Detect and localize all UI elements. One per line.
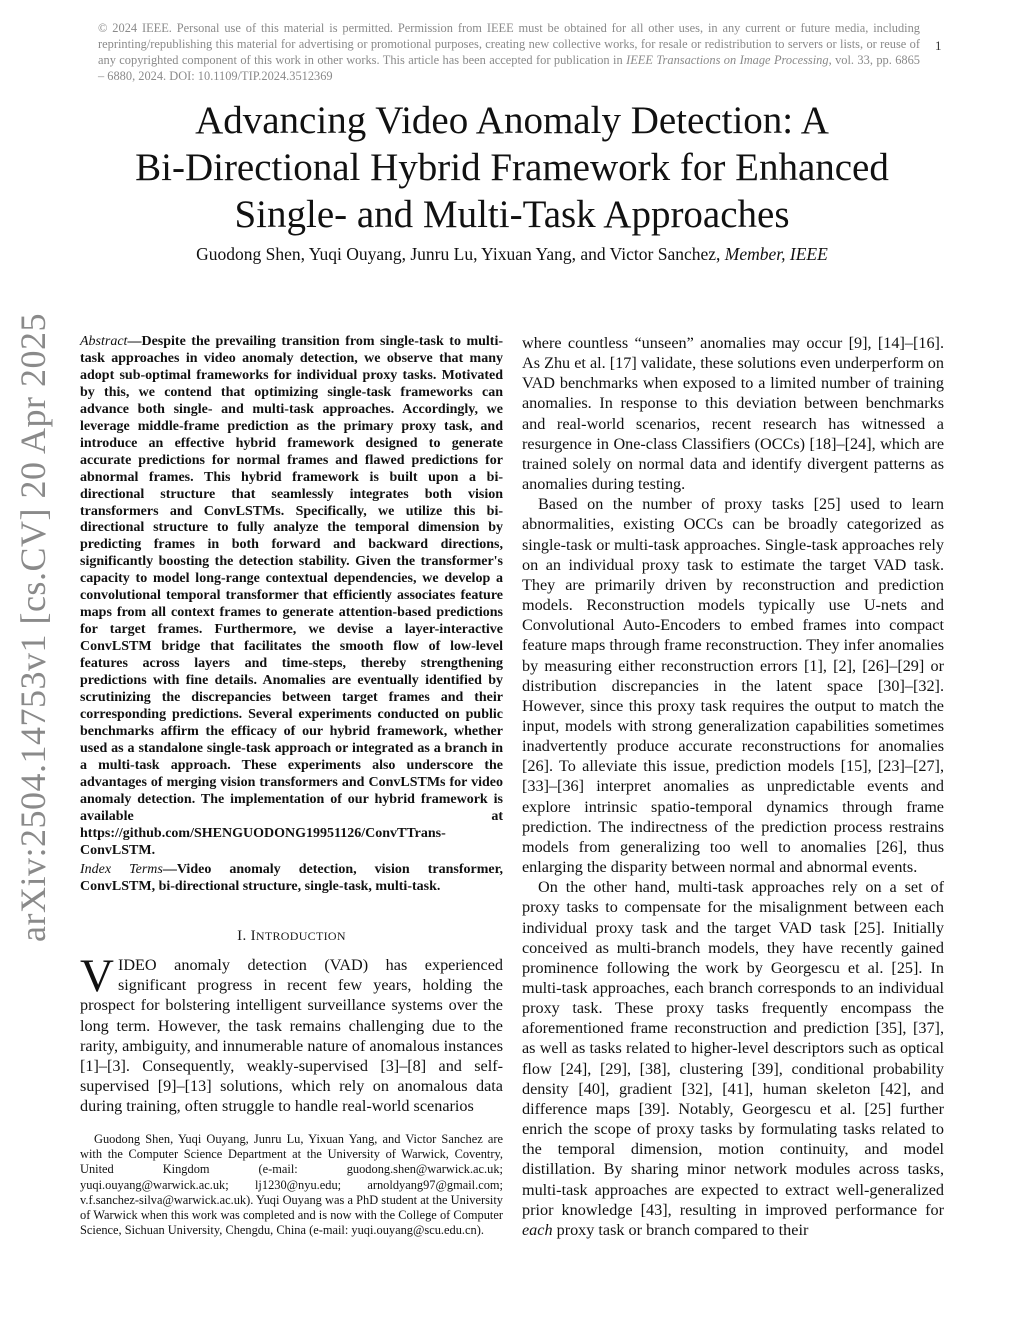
- arxiv-stamp: arXiv:2504.14753v1 [cs.CV] 20 Apr 2025: [13, 313, 53, 942]
- abstract-label: Abstract: [80, 334, 128, 349]
- intro-text: IDEO anomaly detection (VAD) has experienced significant progress in recent few years, holding the prospect for bolstering intelligent surveillance systems over the long term. However, the task remains challenging due to the rarity, ambiguity, and innumerable nature of anomalous instances [1]–[3]. Consequently, weakly-supervised [3]–[8] and self-supervised [9]–[13] solutions, which rely on anomalous data during training, often struggle to handle real-world scenarios: [80, 956, 503, 1116]
- page-number: 1: [935, 38, 942, 53]
- footnote-affiliations: Guodong Shen, Yuqi Ouyang, Junru Lu, Yixuan Yang, and Victor Sanchez are with the Computer Science Department at the University of Warwick, Coventry, United Kingdom (e-mail: guodong.shen@warwick.ac.uk; yuqi.ouyang@warwick.ac.uk; lj1230@nyu.edu; arnoldyang97@gmail.com; v.f.sanchez-silva@warwick.ac.uk). Yuqi Ouyang was a PhD student at the University of Warwick when this work was completed and is now with the College of Computer Science, Sichuan University, Chengdu, China (e-mail: yuqi.ouyang@scu.edu.cn).: [80, 1132, 503, 1238]
- intro-paragraph: [80, 950, 503, 1117]
- author-names: Guodong Shen, Yuqi Ouyang, Junru Lu, Yixuan Yang, and Victor Sanchez,: [196, 244, 721, 264]
- section-initial: I: [250, 928, 256, 944]
- right-column: [522, 333, 944, 1240]
- copyright-doi: , vol. 33, pp. 6865 – 6880, 2024. DOI: 10.1109/TIP.2024.3512369: [98, 53, 921, 83]
- abstract: [80, 334, 503, 860]
- paragraph: Based on the number of proxy tasks [25] used to learn abnormalities, existing OCCs can be broadly categorized as single-task or multi-task approaches. Single-task approaches rely on an individual proxy task to estimate the target VAD task. They are primarily driven by reconstruction and prediction models. Reconstruction models typically use U-nets and Convolutional Auto-Encoders to embed frames into compact feature maps through frame reconstruction. They infer anomalies by measuring either reconstruction errors [1], [2], [26]–[29] or distribution discrepancies in the latent space [30]–[32]. However, since this proxy task requires the output to match the input, models with strong generalization capabilities sometimes inadvertently produce accurate reconstructions for anomalies [26]. To alleviate this issue, prediction models [15], [23]–[27], [33]–[36] interpret anomalies as unpredictable events and explore intrinsic spatio-temporal dynamics through frame prediction. The indirectness of the prediction process restrains models from generalizing too well to anomalies [26], thus enlarging the disparity between normal and abnormal events.: [522, 495, 944, 877]
- drop-cap: V: [80, 950, 114, 1002]
- copyright-journal: IEEE Transactions on Image Processing: [626, 53, 829, 67]
- index-terms-label: Index Terms: [80, 862, 163, 877]
- title-line: Single- and Multi-Task Approaches: [234, 193, 790, 236]
- copyright-notice: [98, 20, 920, 84]
- title-line: Bi-Directional Hybrid Framework for Enhanced: [135, 146, 889, 189]
- paragraph: where countless “unseen” anomalies may occur [9], [14]–[16]. As Zhu et al. [17] validate, these solutions even underperform on VAD benchmarks when exposed to a limited number of training anomalies. In response to this deviation between benchmarks and real-world scenarios, recent research has witnessed a resurgence in One-class Classifiers (OCCs) [18]–[24], which are trained solely on normal data and identify divergent patterns as anomalies during testing.: [522, 334, 944, 494]
- title-line: Advancing Video Anomaly Detection: A: [195, 99, 829, 142]
- section-heading: [80, 928, 503, 945]
- index-terms-text: —Video anomaly detection, vision transformer, ConvLSTM, bi-directional structure, single-task, multi-task.: [80, 862, 503, 894]
- author-membership: Member, IEEE: [724, 244, 828, 264]
- section-numeral: I.: [237, 928, 247, 944]
- paper-title: [60, 97, 964, 238]
- paragraph-text: proxy task or branch compared to their: [556, 1220, 809, 1239]
- paragraph: [522, 877, 944, 1240]
- author-list: [60, 244, 964, 265]
- abstract-text: —Despite the prevailing transition from single-task to multi-task approaches in video anomaly detection, we observe that many adopt sub-optimal frameworks for individual proxy tasks. Motivated by this, we contend that optimizing single-task frameworks can advance both single- and multi-task approaches. Accordingly, we leverage middle-frame prediction as the primary proxy task, and introduce an effective hybrid framework designed to generate accurate predictions for normal frames and flawed predictions for abnormal frames. This hybrid framework is built upon a bi-directional structure that seamlessly integrates both vision transformers and ConvLSTMs. Specifically, we utilize this bi-directional structure to fully analyze the temporal dimension by predicting frames in both forward and backward directions, significantly boosting the detection stability. Given the transformer's capacity to model long-range contextual dependencies, we develop a convolutional temporal transformer that efficiently associates feature maps from all context frames to generate attention-based predictions for target frames. Furthermore, we devise a layer-interactive ConvLSTM bridge that facilitates the smooth flow of low-level features across layers and time-steps, thereby strengthening predictions with fine details. Anomalies are eventually identified by scrutinizing the discrepancies between target frames and their corresponding predictions. Several experiments conducted on public benchmarks affirm the efficacy of our hybrid framework, whether used as a standalone single-task approach or integrated as a branch in a multi-task approach. These experiments also underscore the advantages of merging vision transformers and ConvLSTMs for video anomaly detection. The implementation of our hybrid framework is available at https://github.com/SHENGUODONG19951126/ConvTTrans-ConvLSTM.: [80, 334, 503, 858]
- emphasis: each: [522, 1220, 553, 1239]
- author-footnote: [80, 1132, 503, 1238]
- index-terms: [80, 861, 503, 895]
- copyright-text: © 2024 IEEE. Personal use of this material is permitted. Permission from IEEE must be obtained for all other uses, in any current or future media, including reprinting/republishing this material for advertising or promotional purposes, creating new collective works, for resale or redistribution to servers or lists, or reuse of any copyrighted component of this work in other works. This article has been accepted for publication in: [98, 21, 920, 67]
- section-title: NTRODUCTION: [255, 929, 346, 943]
- paragraph-text: On the other hand, multi-task approaches rely on a set of proxy tasks to compensate for the misalignment between each individual proxy task and the target VAD task [25]. Initially conceived as multi-branch models, they have recently gained prominence following the work by Georgescu et al. [25]. In multi-task approaches, each branch corresponds to an individual proxy task. These proxy tasks frequently encompass the aforementioned frame reconstruction and prediction [35], [37], as well as tasks related to higher-level descriptors such as optical flow [24], [29], [38], clustering [39], conditional probability density [40], gradient [32], [41], human skeleton [42], and difference maps [39]. Notably, Georgescu et al. [25] further enrich the scope of proxy tasks by formulating tasks related to the temporal dimension, motion continuity, and model distillation. By sharing minor network modules across tasks, multi-task approaches are expected to extract well-generalized prior knowledge [43], resulting in improved performance for: [522, 878, 944, 1219]
